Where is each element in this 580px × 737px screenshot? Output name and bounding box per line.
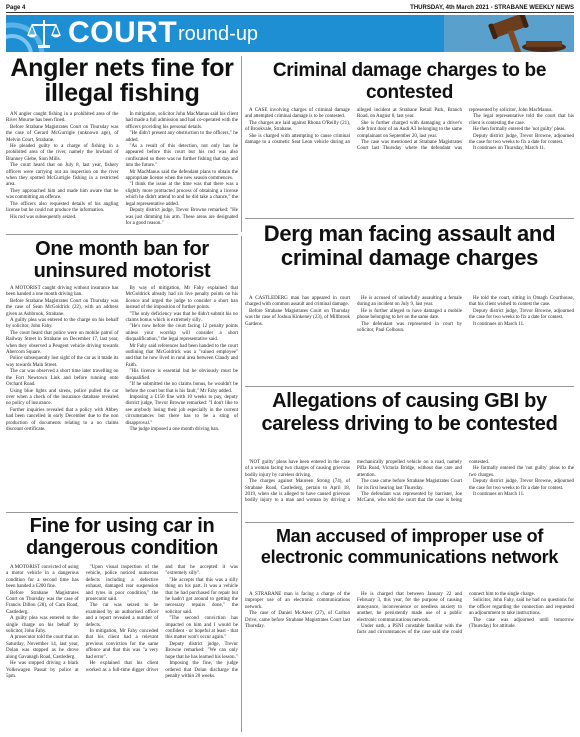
paragraph: He told the court, sitting in Omagh Courthouse, that his client wished to contest the case. [469,296,574,308]
article-headline: Man accused of improper use of electronic communications network [260,526,559,567]
paragraph: In mitigation, solicitor John MacManus said his client had made a full admission and had co-operated with the officers providing his personal details. [125,112,238,130]
paragraph: He is charged that between January 22 and February 3, this year, for the purpose of causing annoyance, inconvenience or needless anxiety to another, he persistently made use of a public electronic communications network. [357,592,462,623]
paragraph: Deputy district judge, Trevor Browne, adjourned the case for two weeks to fix a date for contest. [469,479,574,491]
article-headline: Criminal damage charges to be contested [272,60,547,103]
paragraph: It continues on Thursday, March 11. [473,146,546,152]
paragraph: It continues on March 11. [473,492,525,498]
paragraph: He formally entered the 'not guilty' pleas to the two charges. [469,466,574,478]
paragraph: He is further alleged to have damaged a mobile phone belonging to her on the same date. [357,308,462,321]
section-rule [245,218,574,219]
paragraph: Mr Fahy said references had been handed to the court outlining that McGoldrick was a "valued employee" and that he now lived in rural area between Claudy and Faith. [125,343,238,368]
page-header [6,3,574,12]
section-rule [245,522,574,523]
paragraph: Before Strabane Magistrates Court on Thursday was the case of Gerard McGurrigle (unknown age), of Melvin Court, Strabane. [6,124,119,143]
paragraph: A STRABANE man is facing a charge of the improper use of an electronic communications network. [245,592,350,610]
paragraph: The court heard that police were on mobile patrol of Railway Street in Strabane on December 17, last year, when they observed a Peugeot vehicle driving towards Abercorn Square. [6,330,119,356]
paragraph: He is accused of unlawfully assaulting a female during an incident on July 9, last year. [357,296,462,308]
paragraph: The defendant was represented in court by solicitor, Paul Colhoun. [357,321,462,334]
paragraph: A CASE involving charges of criminal damage and attempted criminal damage is to be contested. [245,108,350,120]
edition-dateline: THURSDAY, 4th March 2021 - STRABANE WEEKLY NEWS [410,4,574,11]
paragraph: It continues on March 11. [473,321,525,327]
paragraph: Deputy district judge, Trevor Browne remarked: "He was just dimming his arm. These areas are designated for a good reason." [125,208,238,226]
paragraph: The case was mentioned at Strabane Magistrates Court last Thursday where the defendant was represented by solicitor, John MacManus. [357,108,553,152]
paragraph: The charges are laid against Rhona O'Reilly (21), of Brookvale, Strabane. [245,120,350,133]
article-body [6,286,238,508]
paragraph: "He accepts that this was a silly thing on his part. It was a vehicle that he had purchased for repair but he hadn't got around to getting the necessary repairs done," the solicitor said. [165,577,238,615]
article-headline: Fine for using car in dangerous condition [25,515,219,559]
paragraph: A MOTORIST caught driving without insurance has been handed a one month driving ban. [6,286,119,298]
paragraph: The case of Daniel McAteer (27), of Carlton Drive, came before Strabane Magistrates Court last Thursday. [245,611,350,630]
article-body [245,108,574,214]
scales-of-justice-icon [6,15,66,52]
paragraph: "The second conviction has impacted on him and I would be confident - or hopeful at least - that this matter won't occur again." [165,616,238,641]
paragraph: Deputy district judge, Trevor Browne, adjourned the case for two weeks to fix a date for contest. [469,133,574,146]
paragraph: "He's now before the court facing 12 penalty points unless your worship will consider a short disqualification," the legal representative said. [125,324,238,343]
article-body [245,592,574,732]
paragraph: In mitigation, Mr Fahy conceded that his client had a relevant previous conviction for the same offence and that this was "a very bad error". [85,629,159,660]
paragraph: The charges against Maureen Strong (74), of Strabane Road, Castlederg, pertain to April 18, 2019, when she is alleged to have caused grievous bodily injury to a man and woman by driving a mechanically propelled vehicle on a road, namely Pifla Road, Victoria Bridge, without due care and attention. [245,460,462,504]
paragraph: A guilty plea was entered to the single charge on his behalf by solicitor, John Fahy. [6,616,79,635]
paragraph: The car was observed a short time later travelling on the Fort Newtown Link and before running onto Orchard Road. [6,369,119,388]
banner-title: COURT [68,16,178,49]
paragraph: Before Strabane Magistrates Court on Thursday was the case of Sean McGoldrick (22), with an address given as Ashbrook, Strabane. [6,298,119,317]
banner-subtitle: round-up [178,23,259,45]
gavel-icon [444,15,574,52]
paragraph: A guilty plea was entered to the charge on his behalf by solicitor, John Fahy. [6,318,119,330]
paragraph: He then formally entered the 'not guilty' pleas. [473,127,566,133]
paragraph: Using blue lights and sirens, police pulled the car over when a check of the insurance database revealed no policy of insurance. [6,388,119,407]
article-body [245,296,574,382]
article-body [245,460,574,518]
page-number: Page 4 [6,4,26,11]
paragraph: Solicitor, John Fahy, said he had no questions for the officer regarding the connection and requested an adjournment to take instructions. [469,598,574,617]
paragraph: Under oath, a PSNI constable familiar with the facts and circumstances of the case said she could connect him to the single charge. [357,592,535,636]
paragraph: "Upon visual inspection of the vehicle, police noticed numerous defects including a defective exhaust, damaged rear suspension and tyres in poor condition," the prosecutor said. [85,565,159,603]
paragraph: A CASTLEDERG man has appeared in court charged with common assault and criminal damage. [245,296,350,308]
paragraph: Further inquiries revealed that a policy with Abbey had been cancelled in early December due to the non production of documents relating to a no claims discount certificate. [6,407,119,432]
paragraph: The officers also requested details of his angling license but he could not produce the information. [6,201,119,214]
article-body [6,112,238,231]
paragraph: AN angler caught fishing in a prohibited area of the River Mourne has been fined. [6,112,119,124]
paragraph: "He didn't present any obstruction to the officers," he added. [125,131,238,143]
paragraph: Police subsequently lost sight of the car as it made its way towards Main Street. [6,356,119,368]
paragraph: The defendant was represented by barrister, Joe McCann, who told the court that the case is being contested. [357,460,490,504]
paragraph: Imposing a £150 fine with 10 weeks to pay, deputy district judge, Trevor Browne remarked: "I don't like to see anybody losing their job especially in the current circumstances but there has to be a sting of disapproval." [125,394,238,426]
header-rule [6,12,574,13]
paragraph: Imposing the fine, the judge ordered that Dolan discharge the penalty within 20 weeks. [165,661,238,679]
paragraph: The case came before Strabane Magistrates Court for its first hearing last Thursday. [357,479,462,491]
paragraph: The legal representative told the court that his client is contesting the case. [469,114,574,126]
paragraph: "The only deficiency was that he didn't submit his no claims bonus which is extremely silly. [125,311,238,324]
paragraph: The judge imposed a one month driving ban. [129,426,220,432]
paragraph: She is charged with attempting to cause criminal damage to a cosmetic Seat Leon vehicle during an alleged incident at Strabane Retail Park, Branch Road, on August 6, last year. [245,108,462,146]
paragraph: The case was adjourned until tomorrow (Thursday) for attitude. [469,617,574,630]
paragraph: 'NOT guilty' pleas have been entered in the case of a woman facing two charges of causing grievous bodily injury by careless driving. [245,460,350,478]
paragraph: The court heard that on July 8, last year, fishery officers were carrying out an inspection on the river when they spotted McGurrigle fishing in a restricted area. [6,163,119,188]
article-headline: Derg man facing assault and criminal damage charges [263,222,556,270]
court-roundup-banner [6,15,574,52]
article-body [6,565,238,732]
paragraph: A MOTORIST convicted of using a motor vehicle in a dangerous condition for a second time has been handed a £200 fine. [6,565,79,590]
article-criminal-damage [245,60,574,216]
article-headline: Angler nets fine for illegal fishing [10,56,234,107]
article-one-month-ban [6,238,238,510]
paragraph: He explained that his client worked as a full-time digger driver and that he accepted it was "extremely silly". [85,565,238,673]
article-angler-fine [6,56,238,233]
paragraph: "I think the issue at the time was that there was a slightly more protracted process of obtaining a license which he didn't attend to and he did take a chance," the legal representative added. [125,182,238,207]
article-headline: One month ban for uninsured motorist [33,238,211,282]
paragraph: "His licence is essential but he obviously must be disqualified. [125,369,238,381]
paragraph: His rod was subsequently seized. [10,214,77,220]
section-rule [6,234,238,235]
article-gbi-careless-driving [245,390,574,520]
section-rule [245,386,574,387]
paragraph: By way of mitigation, Mr Fahy explained that McGoldrick already had six live penalty points on his licence and urged the judge to consider a short ban instead of the imposition of further points. [125,286,238,311]
section-rule [6,512,238,513]
paragraph: They approached him and made him aware that he was committing an offence. [6,188,119,201]
paragraph: "As a result of this detection, not only has he appeared before this court but his rod was also confiscated so there was no further fishing that day and into the future." [125,144,238,169]
paragraph: A prosecutor told the court that on Saturday, November 14, last year, Dolan was stopped as he drove along Gavanagh Road, Castlederg. [6,635,79,660]
article-communications-network [245,526,574,734]
paragraph: Before Strabane Magistrates Court on Thursday was the case of Francis Dillon (28), of Cara Road, Castlederg. [6,590,79,615]
column-rule [241,56,242,232]
article-headline: Allegations of causing GBI by careless driving to be contested [261,390,558,435]
paragraph: Mr MacManus said the defendant plans to obtain the appropriate license when the new season commences. [125,169,238,182]
article-dangerous-condition [6,515,238,734]
paragraph: He was stopped driving a black Volkswagen Passat by police at 5pm. [6,661,79,679]
paragraph: The car was seized to be examined by an authorised officer and a report revealed a number of defects. [85,603,159,628]
paragraph: She is further charged with damaging a driver's side front door of an Audi A3 belonging to the same complainant on September 20, last year. [357,120,462,139]
paragraph: Deputy district judge, Trevor Browne remarked: "We can only hope that he has learned his lesson." [165,641,238,660]
paragraph: He pleaded guilty to a charge of fishing in a prohibited area of the river, namely the lowland of Branney Glebe, Sion Mills. [6,144,119,162]
article-derg-assault [245,222,574,384]
paragraph: "If he submitted the no claims bonus, he wouldn't be before the court but that is his fault," Mr Fahy added. [125,382,238,394]
column-rule [241,236,242,732]
paragraph: Deputy district judge, Trevor Browne, adjourned the case for two weeks to fix a date for contest. [469,308,574,321]
paragraph: Before Strabane Magistrates Court on Thursday was the case of Joshua Kinkeney (23), of Millbrook Gardens. [245,308,350,327]
